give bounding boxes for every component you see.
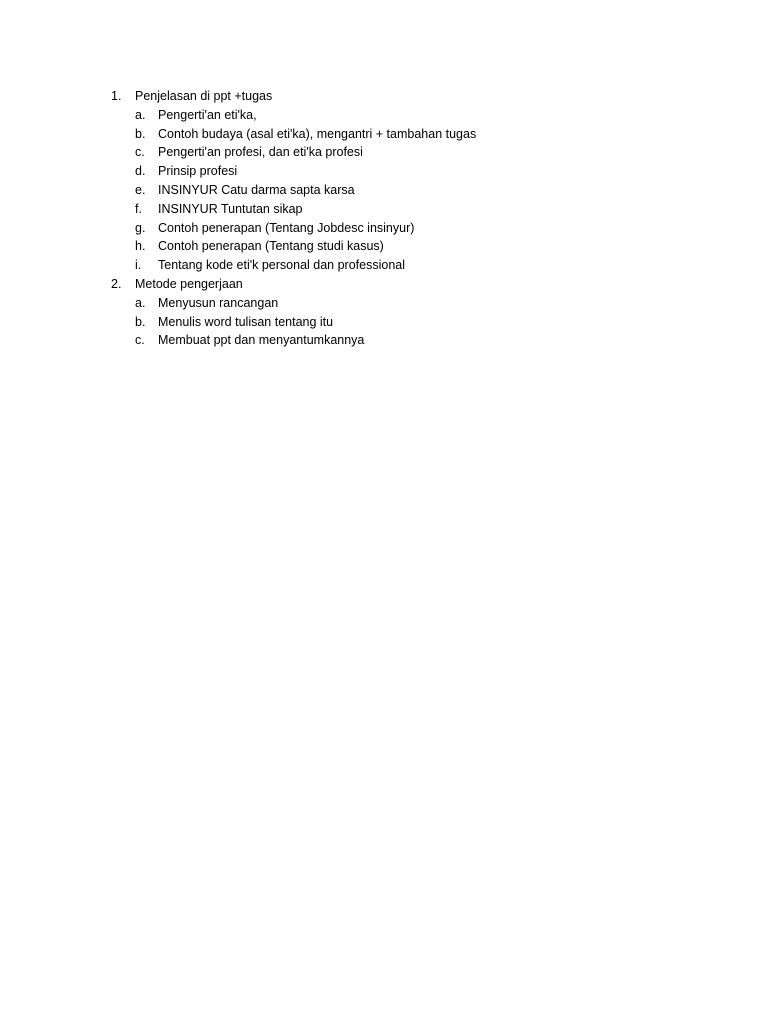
section-title: Metode pengerjaan [135,276,243,291]
list-item [111,106,671,125]
list-item [111,125,671,144]
list-text: Contoh penerapan (Tentang Jobdesc insinyur) [158,220,415,235]
list-text: Membuat ppt dan menyantumkannya [158,333,365,348]
list-marker: e. [135,182,146,197]
list-marker: c. [135,145,145,160]
list-text: Contoh budaya (asal eti'ka), mengantri + tambahan tugas [158,126,477,141]
list-marker: g. [135,220,146,235]
list-item [111,237,671,256]
numbered-outline [111,87,671,350]
list-item [111,313,671,332]
list-text: INSINYUR Tuntutan sikap [158,201,303,216]
list-text: Pengerti'an eti'ka, [158,107,257,122]
section-number: 2. [111,276,122,291]
list-marker: b. [135,126,146,141]
list-text: Prinsip profesi [158,164,238,179]
section-number: 1. [111,89,122,103]
list-marker: i. [135,258,142,273]
list-item [111,294,671,313]
list-text: Menulis word tulisan tentang itu [158,314,334,329]
list-marker: h. [135,239,146,254]
list-marker: a. [135,295,146,310]
list-marker: a. [135,107,146,122]
list-marker: d. [135,164,146,179]
section-title: Penjelasan di ppt +tugas [135,89,273,103]
list-item [111,162,671,181]
list-marker: b. [135,314,146,329]
list-item [111,331,671,350]
list-item [111,143,671,162]
list-item [111,219,671,238]
list-text: Tentang kode eti'k personal dan professional [158,258,405,273]
list-item [111,200,671,219]
list-item [111,181,671,200]
list-text: Pengerti'an profesi, dan eti'ka profesi [158,145,363,160]
section-2-heading [111,275,671,294]
list-text: Contoh penerapan (Tentang studi kasus) [158,239,384,254]
list-marker: f. [135,201,142,216]
list-item [111,256,671,275]
list-text: INSINYUR Catu darma sapta karsa [158,182,355,197]
section-1-heading [111,87,671,106]
list-marker: c. [135,333,145,348]
list-text: Menyusun rancangan [158,295,279,310]
